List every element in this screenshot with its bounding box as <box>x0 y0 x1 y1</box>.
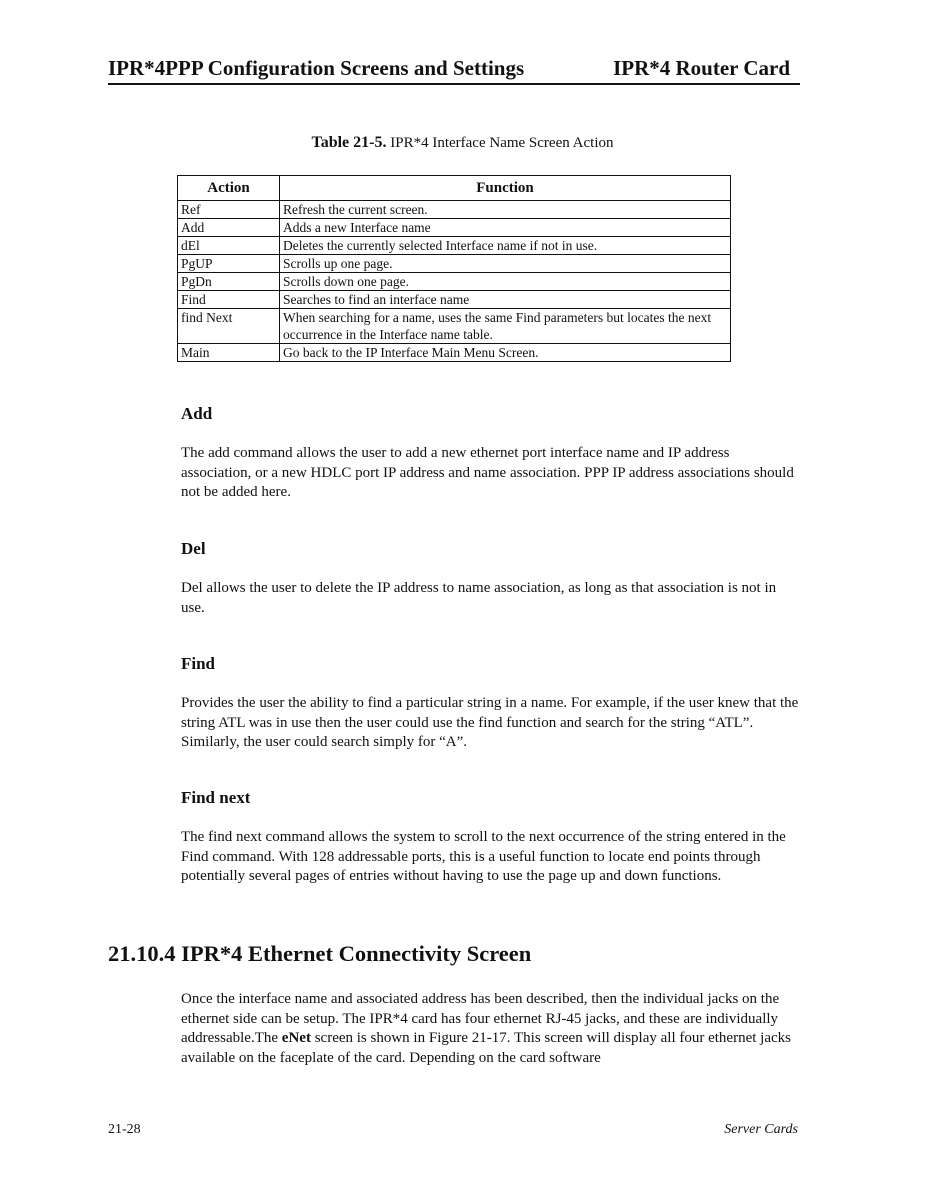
function-cell: When searching for a name, uses the same Find parameters but locates the next occurrence in the Interface name table. <box>280 309 731 344</box>
column-header-action: Action <box>178 176 280 201</box>
table-row <box>178 273 731 291</box>
section-find <box>181 654 799 753</box>
table-caption-label: Table 21-5. <box>311 134 387 151</box>
running-header-title: IPR*4PPP Configuration Screens and Settings <box>108 56 525 80</box>
function-cell: Go back to the IP Interface Main Menu Screen. <box>280 344 731 362</box>
table-caption <box>0 134 925 152</box>
section-body: The find next command allows the system to scroll to the next occurrence of the string entered in the Find command. With 128 addressable ports, this is a useful function to locate end points through potentially several pages of entries without having to use the page up and down functions. <box>181 829 786 884</box>
function-cell: Scrolls down one page. <box>280 273 731 291</box>
column-header-function: Function <box>280 176 731 201</box>
action-cell: find Next <box>178 309 280 344</box>
function-cell: Searches to find an interface name <box>280 291 731 309</box>
action-cell: Find <box>178 291 280 309</box>
action-cell: Add <box>178 219 280 237</box>
function-cell: Refresh the current screen. <box>280 201 731 219</box>
action-cell: PgUP <box>178 255 280 273</box>
table-row <box>178 237 731 255</box>
table-row <box>178 309 731 344</box>
subsection-body <box>181 990 799 1068</box>
footer-section: Server Cards <box>724 1122 798 1137</box>
section-heading: Del <box>181 539 206 558</box>
body-text: screen is shown in Figure 21-17. This screen will display all four ethernet jacks available on the faceplate of the card. Depending on the card software <box>181 1030 791 1066</box>
section-del <box>181 539 799 618</box>
action-cell: Ref <box>178 201 280 219</box>
table-row <box>178 291 731 309</box>
section-find-next <box>181 788 799 887</box>
section-heading: Find next <box>181 788 251 807</box>
function-cell: Scrolls up one page. <box>280 255 731 273</box>
table-row <box>178 255 731 273</box>
running-header-product: IPR*4 Router Card <box>613 56 790 80</box>
action-cell: PgDn <box>178 273 280 291</box>
section-heading: Find <box>181 654 216 673</box>
table-row <box>178 201 731 219</box>
section-heading: Add <box>181 404 213 423</box>
section-add <box>181 404 799 503</box>
action-cell: dEl <box>178 237 280 255</box>
page-number: 21-28 <box>108 1122 141 1137</box>
table-row <box>178 344 731 362</box>
header-rule <box>108 83 800 85</box>
table-row <box>178 219 731 237</box>
body-text: Once the interface name and associated address has been described, then the individual jacks on the ethernet side can be setup. The IPR*4 card has four ethernet RJ-45 jacks, and these are individually addressable.The <box>181 991 780 1046</box>
action-cell: Main <box>178 344 280 362</box>
subsection-heading: 21.10.4 IPR*4 Ethernet Connectivity Screen <box>108 941 532 966</box>
function-cell: Deletes the currently selected Interface name if not in use. <box>280 237 731 255</box>
action-table <box>177 175 731 362</box>
enet-term: eNet <box>281 1030 311 1046</box>
section-body: The add command allows the user to add a new ethernet port interface name and IP address association, or a new HDLC port IP address and name association. PPP IP address associations should not be added here. <box>181 445 794 500</box>
section-body: Del allows the user to delete the IP address to name association, as long as that association is not in use. <box>181 580 777 616</box>
function-cell: Adds a new Interface name <box>280 219 731 237</box>
table-caption-text: IPR*4 Interface Name Screen Action <box>386 135 614 151</box>
section-body: Provides the user the ability to find a particular string in a name. For example, if the user knew that the string ATL was in use then the user could use the find function and search for the string “ATL”. Similarly, the user could search simply for “A”. <box>181 695 799 750</box>
